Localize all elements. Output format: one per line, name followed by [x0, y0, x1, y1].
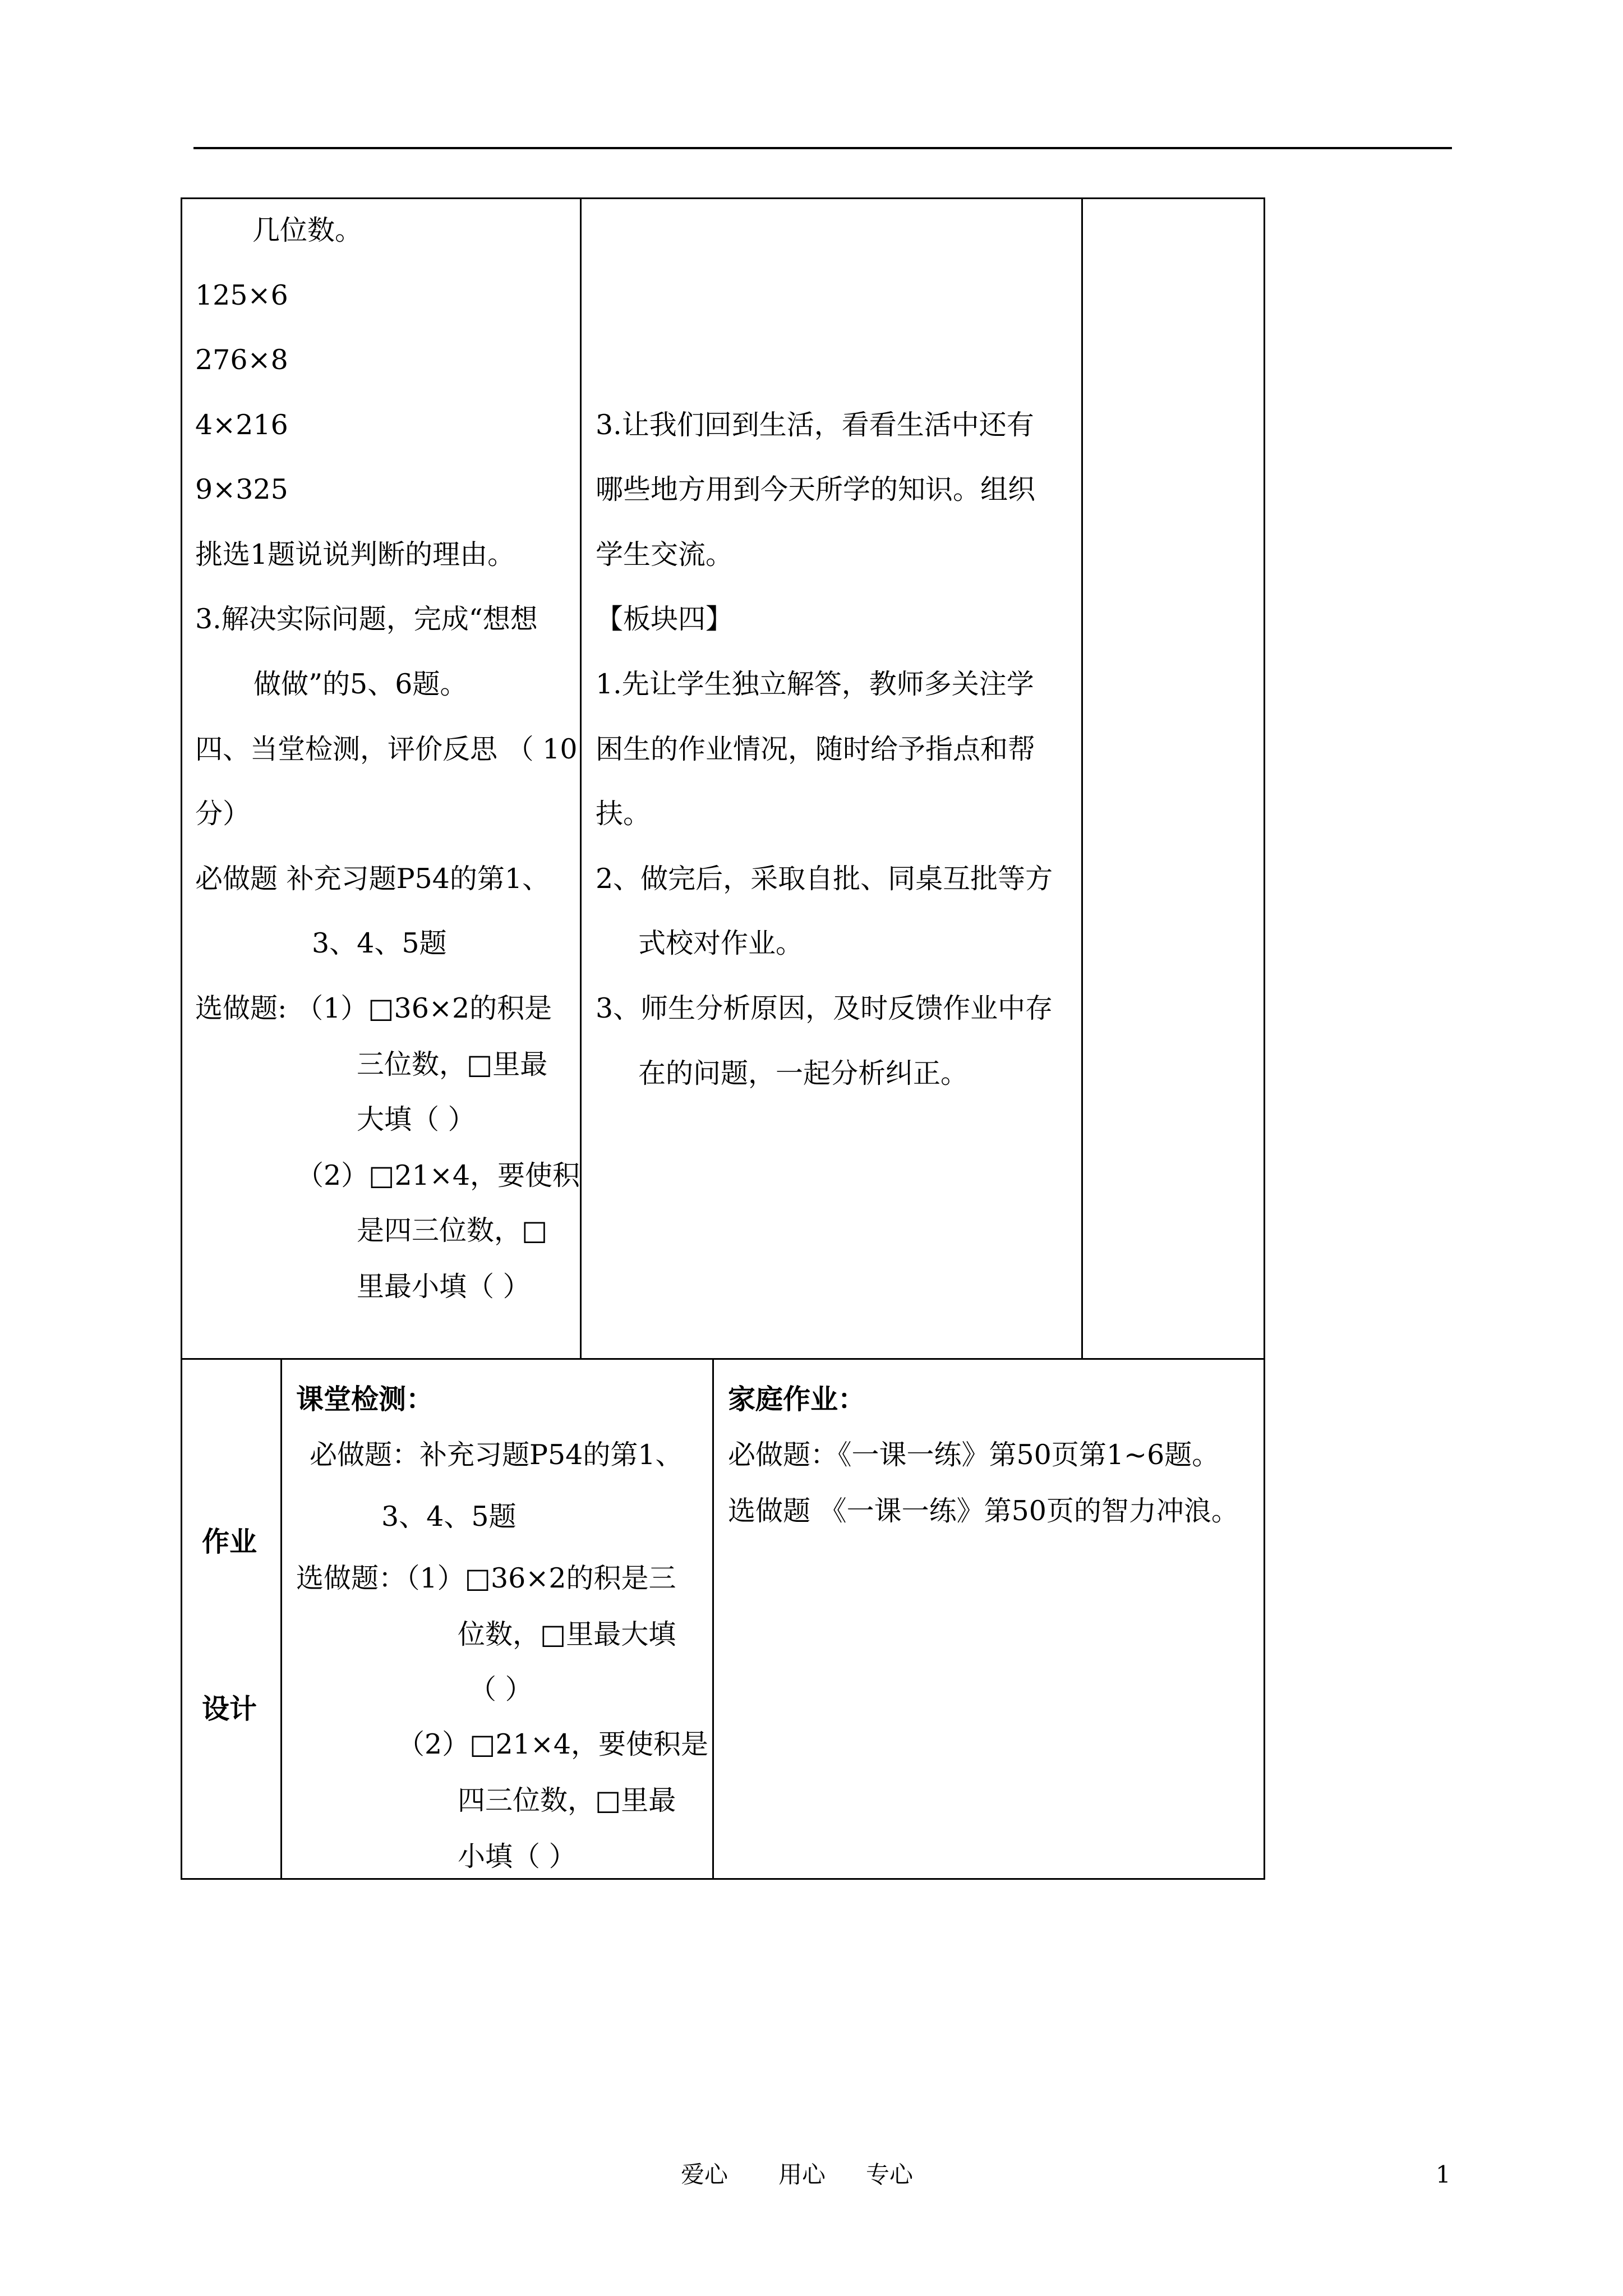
- col1-line: （2）□21×4，要使积: [296, 1159, 580, 1191]
- classroom-line: 位数，□里最大填: [458, 1618, 676, 1650]
- classroom-check-heading: 课堂检测：: [296, 1383, 434, 1415]
- homework-table-divider-1: [280, 1358, 282, 1880]
- col2-line: 1.先让学生独立解答，教师多关注学: [596, 668, 1034, 700]
- col1-line: 276×8: [195, 344, 288, 376]
- classroom-line: （2）□21×4，要使积是: [397, 1728, 709, 1760]
- footer-motto-3: 专心: [866, 2161, 914, 2188]
- col1-line: 几位数。: [252, 214, 363, 246]
- classroom-line: 必做题：补充习题P54的第1、: [310, 1439, 683, 1471]
- classroom-line: 小填（ ）: [458, 1841, 577, 1872]
- footer-motto-2: 用心: [778, 2161, 826, 2188]
- col1-line: 里最小填（ ）: [357, 1271, 531, 1303]
- col1-line: 分）: [195, 798, 251, 830]
- col1-line: 必做题 补充习题P54的第1、: [195, 863, 550, 895]
- col2-line: 困生的作业情况，随时给予指点和帮: [596, 733, 1036, 765]
- homework-table: [181, 1358, 1265, 1880]
- homework-label-bottom: 设计: [202, 1692, 257, 1725]
- header-rule: [193, 147, 1452, 149]
- col2-line: 式校对作业。: [638, 927, 804, 959]
- col1-line: 挑选1题说说判断的理由。: [195, 539, 515, 570]
- col1-line: 三位数，□里最: [357, 1048, 548, 1080]
- col2-line: 【板块四】: [596, 603, 734, 635]
- col2-line: 在的问题，一起分析纠正。: [638, 1057, 969, 1089]
- col1-line: 大填（ ）: [357, 1103, 476, 1135]
- homework-label-top: 作业: [202, 1525, 257, 1558]
- col1-line: 125×6: [195, 279, 288, 311]
- homework-table-divider-2: [712, 1358, 714, 1880]
- col2-line: 3.让我们回到生活，看看生活中还有: [596, 409, 1034, 441]
- col1-line: 做做”的5、6题。: [253, 668, 468, 700]
- col1-line: 选做题: （1）□36×2的积是: [195, 992, 552, 1024]
- home-homework-line: 选做题 《一课一练》第50页的智力冲浪。: [728, 1495, 1239, 1527]
- col2-line: 学生交流。: [596, 539, 734, 570]
- col2-line: 哪些地方用到今天所学的知识。组织: [596, 473, 1036, 505]
- col2-line: 扶。: [596, 798, 651, 830]
- classroom-line: （ ）: [469, 1673, 533, 1705]
- page-number: 1: [1436, 2161, 1451, 2188]
- col1-line: 3、4、5题: [312, 927, 447, 959]
- col1-line: 4×216: [195, 409, 288, 441]
- col1-line: 是四三位数，□: [357, 1214, 548, 1246]
- col2-line: 2、做完后，采取自批、同桌互批等方: [596, 863, 1053, 895]
- col1-line: 四、当堂检测，评价反思 （ 10: [195, 733, 578, 765]
- lesson-table-divider-1: [580, 197, 582, 1360]
- classroom-line: 3、4、5题: [381, 1501, 517, 1533]
- col2-line: 3、师生分析原因，及时反馈作业中存: [596, 992, 1053, 1024]
- col1-line: 9×325: [195, 473, 288, 505]
- home-homework-line: 必做题：《一课一练》第50页第1~6题。: [728, 1439, 1220, 1471]
- home-homework-heading: 家庭作业：: [728, 1383, 866, 1415]
- footer-motto-1: 爱心: [681, 2161, 728, 2188]
- classroom-line: 四三位数，□里最: [458, 1784, 676, 1816]
- classroom-line: 选做题：（1）□36×2的积是三: [296, 1562, 676, 1594]
- col1-line: 3.解决实际问题，完成“想想: [195, 603, 538, 635]
- lesson-table-divider-2: [1081, 197, 1083, 1360]
